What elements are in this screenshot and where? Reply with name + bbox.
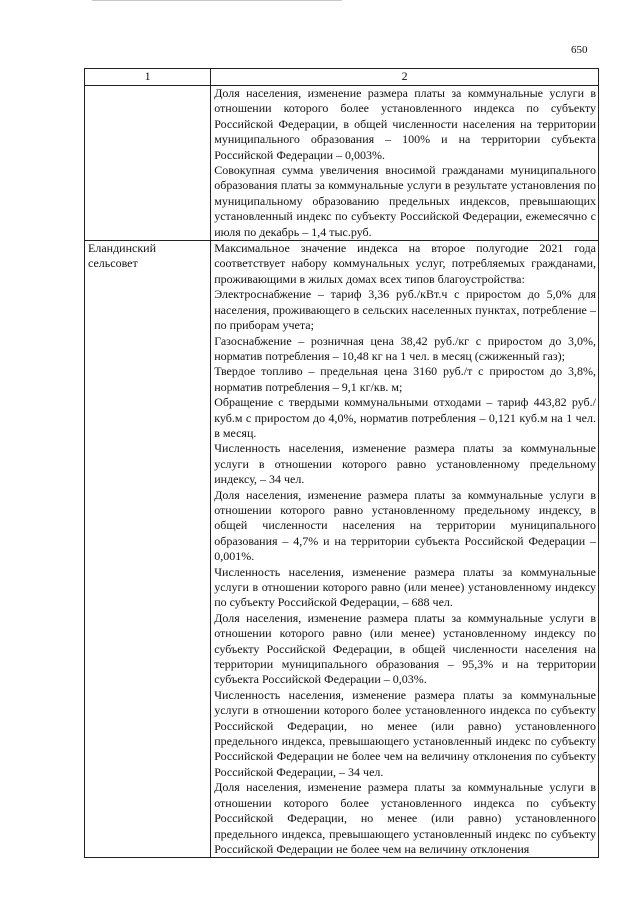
table-row xyxy=(85,86,599,241)
table-header-row xyxy=(85,69,599,86)
column-header-2: 2 xyxy=(211,69,599,86)
paragraph: Электроснабжение – тариф 3,36 руб./кВт.ч с приростом до 5,0% для населения, проживающего в сельских населенных пунктах, потребление – по приборам учета; xyxy=(214,287,596,333)
paragraph: Доля населения, изменение размера платы за коммунальные услуги в отношении которого более установленного индекса по субъекту Российской Федерации, но менее (или равно) установленного предельного индекса, превышающего установленный индекс по субъекту Российской Федерации не более чем на величину отклонения xyxy=(214,780,596,856)
paragraph: Доля населения, изменение размера платы за коммунальные услуги в отношении которого равно (или менее) установленному индексу по субъекту Российской Федерации, в общей численности населения на территории муниципального образования – 95,3% и на территории субъекта Российской Федерации – 0,03%. xyxy=(214,610,596,687)
document-table xyxy=(84,68,599,858)
description-cell xyxy=(211,241,599,858)
page-number: 650 xyxy=(571,44,588,56)
paragraph: Доля населения, изменение размера платы за коммунальные услуги в отношении которого равно установленному предельному индексу, в общей численности населения на территории муниципального образования – 4,7% и на территории субъекта Российской Федерации – 0,001%. xyxy=(214,487,596,564)
municipality-cell: Еландинский сельсовет xyxy=(85,241,211,858)
paragraph: Газоснабжение – розничная цена 38,42 руб./кг с приростом до 3,0%, норматив потребления – 10,48 кг на 1 чел. в месяц (сжиженный газ); xyxy=(214,333,596,363)
description-cell xyxy=(211,86,599,241)
paragraph: Совокупная сумма увеличения вносимой гражданами муниципального образования платы за коммунальные услуги в результате установления по муниципальному образованию предельных индексов, превышающих установленный индекс по субъекту Российской Федерации, ежемесячно с июля по декабрь – 1,4 тыс.руб. xyxy=(214,163,596,239)
scan-edge-line xyxy=(92,0,342,1)
paragraph: Численность населения, изменение размера платы за коммунальные услуги в отношении которого равно установленному предельному индексу, – 34 чел. xyxy=(214,441,596,487)
paragraph: Численность населения, изменение размера платы за коммунальные услуги в отношении которого более установленного индекса по субъекту Российской Федерации, но менее (или равно) установленного предельного индекса, превышающего установленный индекс по субъекту Российской Федерации не более чем на величину отклонения по субъекту Российской Федерации, – 34 чел. xyxy=(214,687,596,779)
paragraph: Доля населения, изменение размера платы за коммунальные услуги в отношении которого более установленного индекса по субъекту Российской Федерации, в общей численности населения на территории муниципального образования – 100% и на территории субъекта Российской Федерации – 0,003%. xyxy=(214,86,596,162)
municipality-cell xyxy=(85,86,211,241)
column-header-1: 1 xyxy=(85,69,211,86)
table-row xyxy=(85,241,599,858)
paragraph: Максимальное значение индекса на второе полугодие 2021 года соответствует набору коммунальных услуг, потребляемых гражданами, проживающими в жилых домах всех типов благоустройства: xyxy=(214,241,596,286)
paragraph: Твердое топливо – предельная цена 3160 руб./т с приростом до 3,8%, норматив потребления – 9,1 кг/кв. м; xyxy=(214,364,596,394)
paragraph: Численность населения, изменение размера платы за коммунальные услуги в отношении которого равно (или менее) установленному индексу по субъекту Российской Федерации, – 688 чел. xyxy=(214,564,596,610)
paragraph: Обращение с твердыми коммунальными отходами – тариф 443,82 руб./куб.м с приростом до 4,0%, норматив потребления – 0,121 куб.м на 1 чел. в месяц. xyxy=(214,395,596,440)
